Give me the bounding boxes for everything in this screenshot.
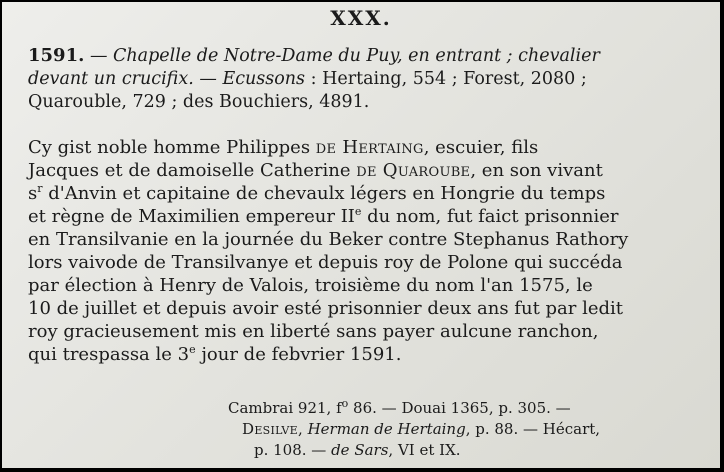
inscription-line: par élection à Henry de Valois, troisième du nom l'an 1575, le <box>28 275 593 296</box>
name-small-caps: de Hertaing <box>315 137 424 158</box>
entry-year: 1591. <box>28 45 85 66</box>
text-fragment: Jacques et de damoiselle Catherine <box>28 160 357 181</box>
text-fragment: , en son vivant <box>470 160 603 181</box>
text-fragment: s <box>28 183 38 204</box>
superscript: o <box>341 397 349 410</box>
text-fragment: Cambrai 921, f <box>228 399 342 417</box>
name-small-caps: de Quaroube <box>356 160 471 181</box>
inscription-line <box>28 205 704 228</box>
superscript: r <box>37 182 43 195</box>
document-page <box>2 2 720 468</box>
inscription-line <box>28 136 704 159</box>
text-fragment: et règne de Maximilien empereur II <box>28 206 355 227</box>
section-number: XXX. <box>330 6 392 30</box>
inscription-line <box>28 343 704 366</box>
arms-list-1: : Hertaing, 554 ; Forest, 2080 ; <box>310 69 587 89</box>
reference-line <box>92 398 702 419</box>
author-small-caps: Desilve <box>242 420 299 438</box>
arms-list-2: Quarouble, 729 ; des Bouchiers, 4891. <box>28 92 370 112</box>
work-title: de Sars <box>331 441 389 459</box>
text-fragment: p. 108. — <box>254 441 332 459</box>
ecussons-label: — Ecussons <box>199 69 306 89</box>
text-fragment: , escuier, fils <box>423 137 539 158</box>
entry-location-1: — Chapelle de Notre-Dame du Puy, en entrant ; chevalier <box>89 46 600 66</box>
text-fragment: , p. 88. — Hécart, <box>465 420 601 438</box>
text-fragment: jour de febvrier 1591. <box>195 344 402 365</box>
inscription-line <box>28 159 704 182</box>
text-fragment: du nom, fut faict prisonnier <box>361 206 619 227</box>
text-fragment: 86. — Douai 1365, p. 305. — <box>348 399 571 417</box>
reference-line <box>92 440 702 461</box>
inscription-line <box>28 182 704 205</box>
inscription-line: 10 de juillet et depuis avoir esté prisonnier deux ans fut par ledit <box>28 298 624 319</box>
superscript: e <box>189 343 196 356</box>
inscription-line: en Transilvanie en la journée du Beker contre Stephanus Rathory <box>28 229 629 250</box>
text-fragment: Cy gist noble homme Philippes <box>28 137 316 158</box>
references <box>92 398 702 461</box>
inscription-line: roy gracieusement mis en liberté sans payer aulcune ranchon, <box>28 321 599 342</box>
inscription-text <box>28 136 704 366</box>
text-fragment: , VI et IX. <box>388 441 461 459</box>
entry-header <box>28 44 706 114</box>
superscript: e <box>354 205 362 218</box>
entry-location-2: devant un crucifix. <box>28 69 194 89</box>
work-title: Herman de Hertaing <box>307 420 466 438</box>
text-fragment: , <box>298 420 308 438</box>
inscription-line: lors vaivode de Transilvanye et depuis roy de Polone qui succéda <box>28 252 623 273</box>
reference-line <box>92 419 702 440</box>
text-fragment: d'Anvin et capitaine de chevaulx légers en Hongrie du temps <box>42 183 606 204</box>
text-fragment: qui trespassa le 3 <box>28 344 190 365</box>
